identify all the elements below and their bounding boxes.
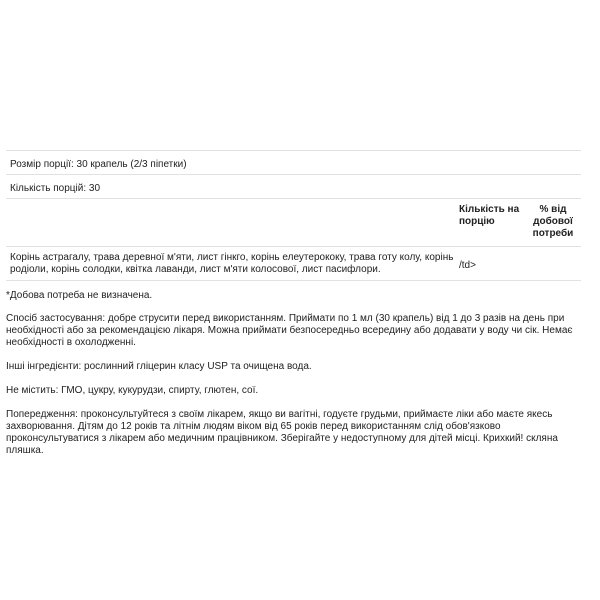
daily-value-footnote: *Добова потреба не визначена. [6,290,153,301]
servings-row [6,175,581,199]
serving-size-row [6,151,581,175]
header-amount-per-serving: Кількість на порцію [455,199,521,247]
does-not-contain-paragraph: Не містить: ГМО, цукру, кукурудзи, спирту, глютен, сої. [6,385,259,396]
header-daily-value: % від добової потреби [521,199,581,247]
serving-size-text: Розмір порції: 30 крапель (2/3 піпетки) [6,151,581,175]
amount-value-cell: /td> [455,247,521,281]
warnings-paragraph: Попередження: проконсультуйтеся з своїм лікарем, якщо ви вагітні, годуєте грудьми, приймаєте ліки або маєте якесь захворювання. Дітям до 12 років та літнім людям віком від 65 років перед використанням слід обов'язково проконсультуватися з лікарем або медичним працівником. Зберігайте у недоступному для дітей місці. Крихкий! скляна пляшка. [6,409,558,456]
ingredients-row [6,247,581,281]
servings-count-text: Кількість порцій: 30 [6,175,581,199]
usage-paragraph: Спосіб застосування: добре струсити перед використанням. Приймати по 1 мл (30 крапель) від 1 до 3 разів на день при необхідності або за рекомендацією лікаря. Можна приймати безпосередньо всередину або додавати у воду чи сік. Немає необхідності в охолодженні. [6,313,573,348]
daily-value-cell [521,247,581,281]
other-ingredients-paragraph: Інші інгредієнти: рослинний гліцерин класу USP та очищена вода. [6,361,312,372]
table-header-row [6,199,581,247]
header-empty-cell [6,199,455,247]
ingredients-list-text: Корінь астрагалу, трава деревної м'яти, лист гінкго, корінь елеутерококу, трава готу колу, корінь родіоли, корінь солодки, квітка лаванди, лист м'яти колосової, лист пасифлори. [6,247,455,281]
supplement-facts-table [6,150,581,281]
supplement-facts-section [6,150,586,457]
